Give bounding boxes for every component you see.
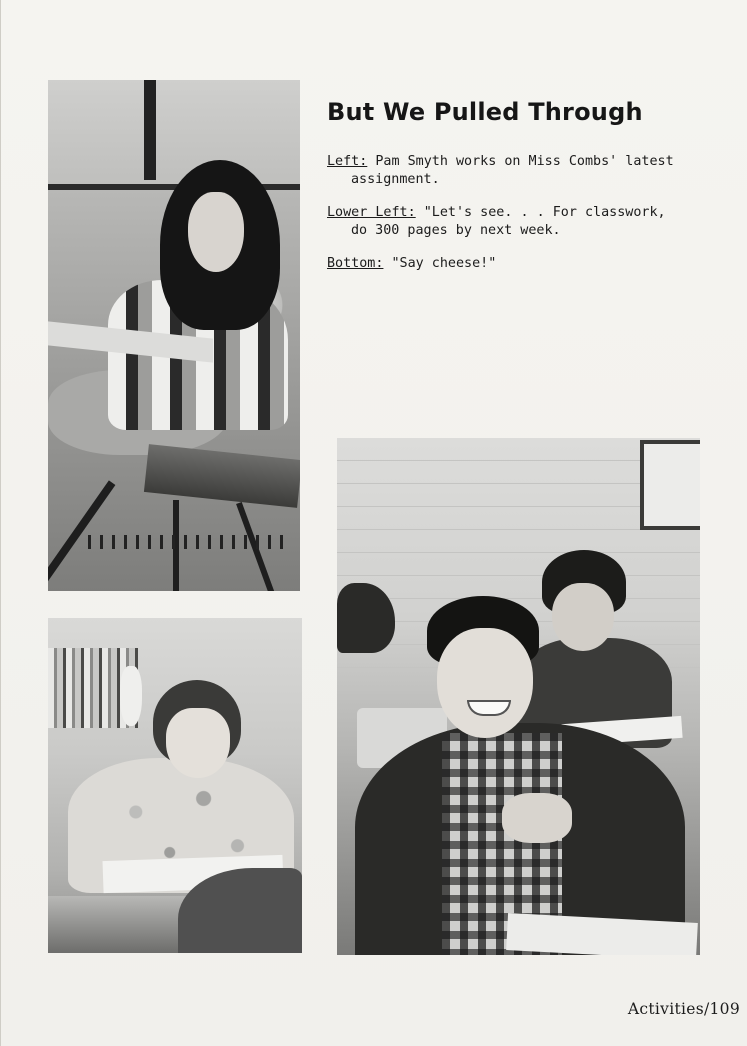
caption-text-continued: assignment. bbox=[351, 172, 440, 187]
photo-hand bbox=[502, 793, 572, 843]
caption-text-continued: do 300 pages by next week. bbox=[351, 223, 561, 238]
caption-text: Pam Smyth works on Miss Combs' latest bbox=[375, 154, 674, 169]
photo-woman-face bbox=[166, 708, 230, 778]
photo-vase bbox=[120, 666, 142, 726]
photo-wall-frame bbox=[640, 440, 700, 530]
page-folio: Activities/109 bbox=[627, 1000, 740, 1018]
caption-label: Left: bbox=[327, 154, 368, 169]
caption-left bbox=[327, 153, 707, 189]
photo-woman-writing bbox=[48, 618, 302, 953]
photo-girl-at-desk bbox=[48, 80, 300, 591]
photo-boy-face bbox=[437, 628, 533, 738]
photo-books bbox=[144, 444, 300, 508]
photo-book-rack bbox=[88, 535, 288, 549]
photo-boy-smiling bbox=[337, 438, 700, 955]
photo-board-frame bbox=[144, 80, 156, 180]
page-headline: But We Pulled Through bbox=[327, 98, 643, 126]
caption-text: "Say cheese!" bbox=[391, 256, 497, 271]
caption-text: "Let's see. . . For classwork, bbox=[423, 205, 666, 220]
caption-label: Lower Left: bbox=[327, 205, 416, 220]
caption-label: Bottom: bbox=[327, 256, 384, 271]
caption-lower-left bbox=[327, 204, 707, 240]
photo-bulletin-board bbox=[48, 80, 300, 190]
photo-girl-face bbox=[188, 192, 244, 272]
caption-bottom bbox=[327, 255, 707, 273]
photo-student-back-face bbox=[552, 583, 614, 651]
